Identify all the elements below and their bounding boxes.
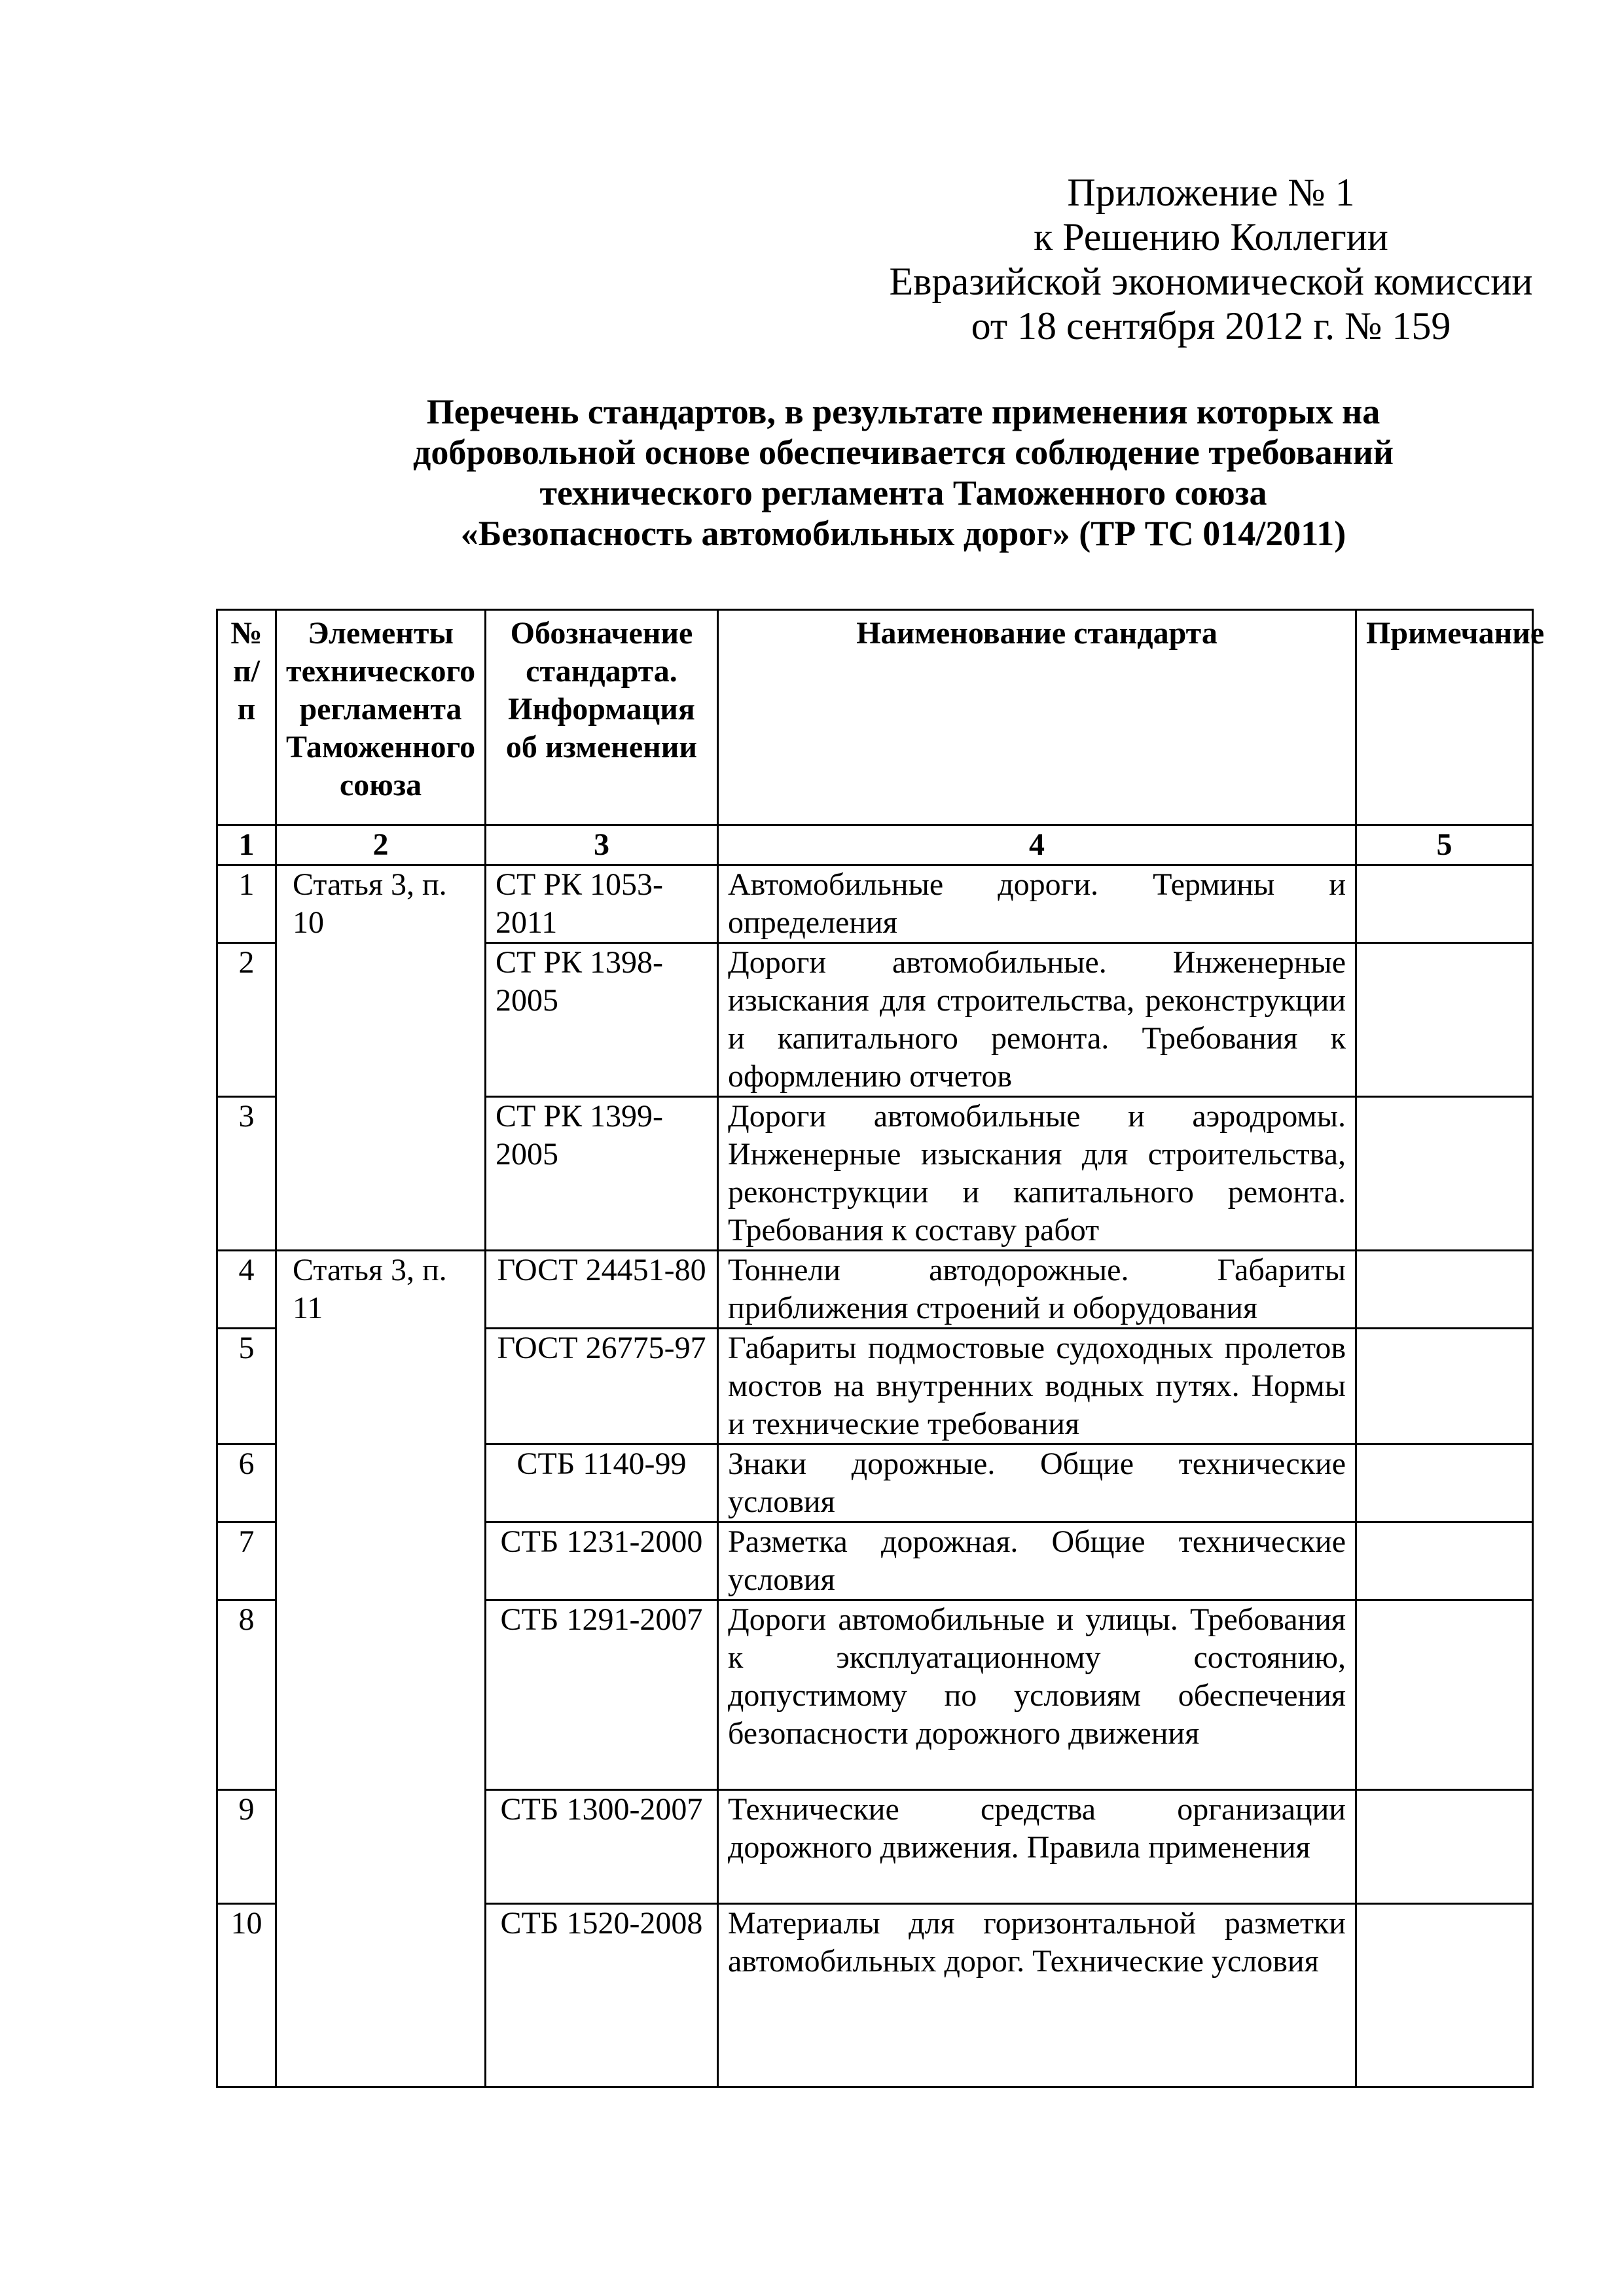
- row-name: Знаки дорожные. Общие технические условия: [718, 1444, 1356, 1522]
- row-num: 9: [217, 1790, 276, 1904]
- annex-line-4: от 18 сентября 2012 г. № 159: [971, 304, 1451, 348]
- row-num: 2: [217, 943, 276, 1097]
- row-element: [276, 865, 486, 1251]
- element-text: Статья 3, п. 10: [293, 867, 447, 940]
- row-code: [486, 1904, 718, 2087]
- row-name: Автомобильные дороги. Термины и определения: [718, 865, 1356, 943]
- column-number: 4: [718, 825, 1356, 865]
- code-text: СТБ 1231-2000: [500, 1524, 703, 1559]
- row-note: [1356, 1522, 1533, 1600]
- row-code: [486, 1790, 718, 1904]
- title-line-3: технического регламента Таможенного союза: [539, 473, 1267, 512]
- code-text: СТБ 1140-99: [516, 1446, 687, 1481]
- annex-line-2: к Решению Коллегии: [1034, 215, 1388, 259]
- row-name: Тоннели автодорожные. Габариты приближения строений и оборудования: [718, 1251, 1356, 1329]
- document-title: [275, 391, 1532, 554]
- annex-line-3: Евразийской экономической комиссии: [889, 260, 1533, 303]
- row-name: Дороги автомобильные и аэродромы. Инженерные изыскания для строительства, реконструкции и капитального ремонта. Требования к составу работ: [718, 1097, 1356, 1251]
- row-name: Габариты подмостовые судоходных пролетов мостов на внутренних водных путях. Нормы и технические требования: [718, 1329, 1356, 1444]
- code-text: ГОСТ 26775-97: [497, 1331, 706, 1365]
- code-text: СТБ 1291-2007: [500, 1602, 703, 1637]
- row-num: 8: [217, 1600, 276, 1790]
- code-text: СТ РК 1398-2005: [496, 945, 664, 1018]
- table-row: [217, 865, 1533, 943]
- column-number: 3: [486, 825, 718, 865]
- annex-block: [871, 170, 1551, 348]
- row-name: Дороги автомобильные. Инженерные изыскания для строительства, реконструкции и капитального ремонта. Требования к оформлению отчетов: [718, 943, 1356, 1097]
- row-note: [1356, 1444, 1533, 1522]
- row-note: [1356, 1251, 1533, 1329]
- row-code: [486, 1522, 718, 1600]
- row-note: [1356, 1904, 1533, 2087]
- table-row: [217, 1251, 1533, 1329]
- row-code: [486, 1444, 718, 1522]
- row-name: Дороги автомобильные и улицы. Требования к эксплуатационному состоянию, допустимому по условиям обеспечения безопасности дорожного движения: [718, 1600, 1356, 1790]
- row-num: 10: [217, 1904, 276, 2087]
- code-text: ГОСТ 24451-80: [497, 1253, 706, 1287]
- annex-line-1: Приложение № 1: [1067, 171, 1355, 214]
- column-number: 1: [217, 825, 276, 865]
- column-number: 2: [276, 825, 486, 865]
- row-name: Материалы для горизонтальной разметки автомобильных дорог. Технические условия: [718, 1904, 1356, 2087]
- title-line-4: «Безопасность автомобильных дорог» (ТР ТС 014/2011): [460, 514, 1346, 553]
- row-code: [486, 1600, 718, 1790]
- row-num: 6: [217, 1444, 276, 1522]
- column-number: 5: [1356, 825, 1533, 865]
- row-name: Технические средства организации дорожного движения. Правила применения: [718, 1790, 1356, 1904]
- table-header-row: [217, 610, 1533, 825]
- row-code: [486, 943, 718, 1097]
- element-text: Статья 3, п. 11: [293, 1253, 447, 1325]
- header-elements: Элементы технического регламента Таможенного союза: [276, 610, 486, 825]
- header-num: № п/п: [217, 610, 276, 825]
- row-note: [1356, 1097, 1533, 1251]
- row-num: 5: [217, 1329, 276, 1444]
- row-note: [1356, 943, 1533, 1097]
- row-name: Разметка дорожная. Общие технические условия: [718, 1522, 1356, 1600]
- row-code: [486, 1097, 718, 1251]
- header-code: Обозначение стандарта. Информация об изменении: [486, 610, 718, 825]
- row-num: 7: [217, 1522, 276, 1600]
- column-numbers-row: [217, 825, 1533, 865]
- row-element: [276, 1251, 486, 2087]
- code-text: СТБ 1300-2007: [500, 1792, 703, 1827]
- row-code: [486, 865, 718, 943]
- title-line-2: добровольной основе обеспечивается соблюдение требований: [413, 433, 1394, 472]
- code-text: СТ РК 1053-2011: [496, 867, 664, 940]
- title-line-1: Перечень стандартов, в результате применения которых на: [426, 392, 1380, 431]
- row-num: 1: [217, 865, 276, 943]
- code-text: СТБ 1520-2008: [500, 1906, 703, 1941]
- header-note: Примечание: [1356, 610, 1533, 825]
- row-note: [1356, 1600, 1533, 1790]
- row-num: 4: [217, 1251, 276, 1329]
- standards-table: [216, 609, 1545, 2088]
- row-note: [1356, 1329, 1533, 1444]
- row-code: [486, 1329, 718, 1444]
- row-note: [1356, 1790, 1533, 1904]
- row-code: [486, 1251, 718, 1329]
- code-text: СТ РК 1399-2005: [496, 1099, 664, 1172]
- header-name: Наименование стандарта: [718, 610, 1356, 825]
- row-note: [1356, 865, 1533, 943]
- row-num: 3: [217, 1097, 276, 1251]
